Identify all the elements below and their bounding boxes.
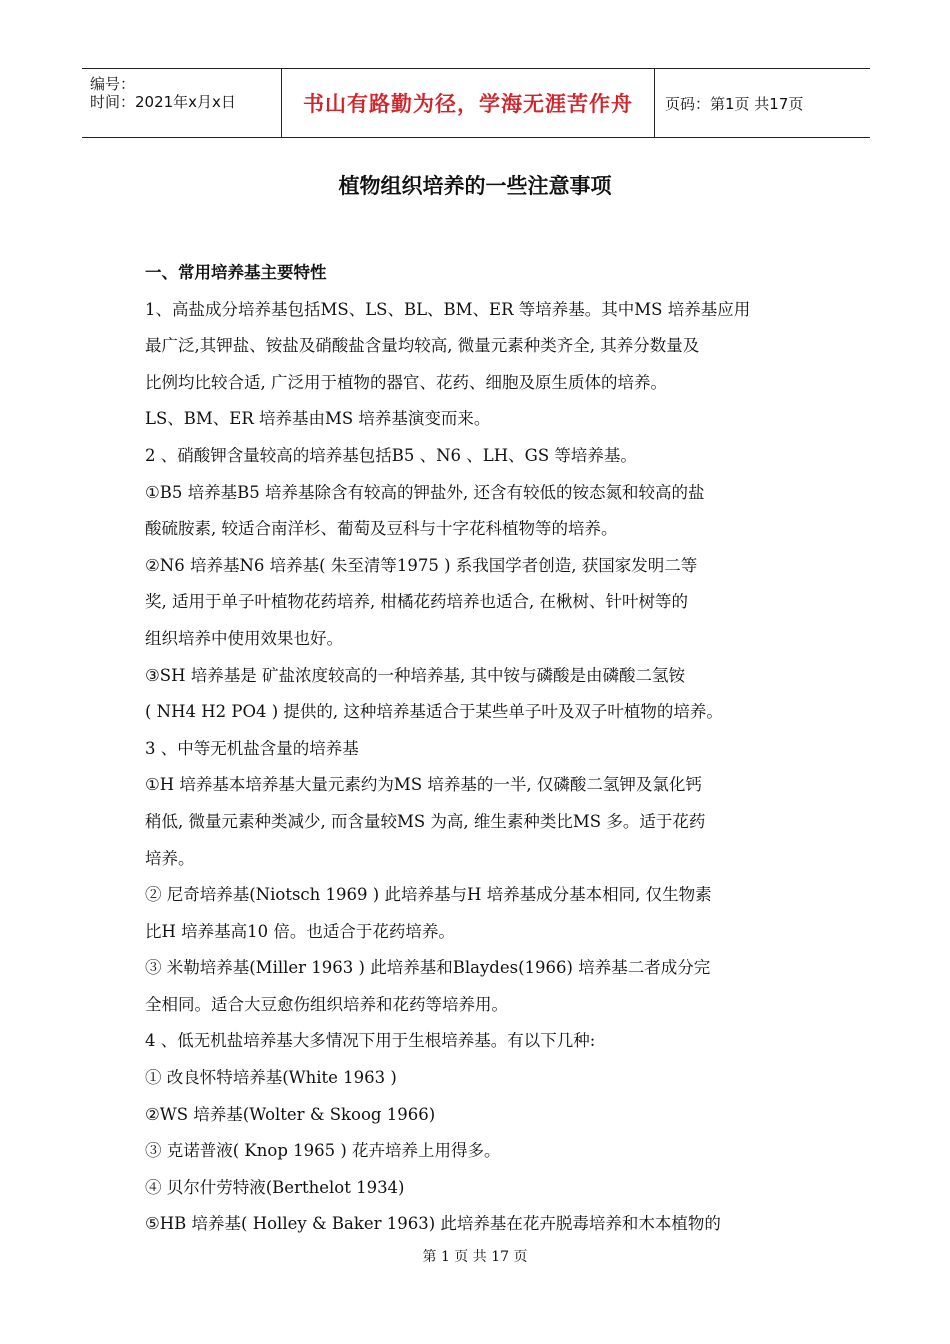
- page-footer: 第 1 页 共 17 页: [422, 1249, 528, 1265]
- text-line: 3 、中等无机盐含量的培养基: [145, 738, 359, 758]
- motto-text: 书山有路勤为径，学海无涯苦作舟: [303, 92, 633, 116]
- text-line: ② 尼奇培养基(Niotsch 1969 ) 此培养基与H 培养基成分基本相同, 仅生物素: [145, 885, 712, 905]
- header-motto-cell: [282, 69, 655, 137]
- text-line: 培养。: [145, 848, 195, 868]
- text-line: ① 改良怀特培养基(White 1963 ): [145, 1068, 397, 1088]
- text-line: ②WS 培养基(Wolter & Skoog 1966): [145, 1104, 436, 1124]
- text-line: LS、BM、ER 培养基由MS 培养基演变而来。: [145, 409, 491, 429]
- text-line: 比例均比较合适, 广泛用于植物的器官、花药、细胞及原生质体的培养。: [145, 372, 667, 392]
- text-line: 2 、硝酸钾含量较高的培养基包括B5 、N6 、LH、GS 等培养基。: [145, 445, 637, 465]
- text-line: 酸硫胺素, 较适合南洋杉、葡萄及豆科与十字花科植物等的培养。: [145, 519, 618, 539]
- text-line: ①H 培养基本培养基大量元素约为MS 培养基的一半, 仅磷酸二氢钾及氯化钙: [145, 775, 702, 795]
- page-info: 页码：第1页 共17页: [665, 94, 804, 113]
- text-line: ③SH 培养基是 矿盐浓度较高的一种培养基, 其中铵与磷酸是由磷酸二氢铵: [145, 665, 685, 685]
- document-body: [145, 255, 825, 1243]
- section-heading: 一、常用培养基主要特性: [145, 263, 327, 282]
- header-page-cell: [655, 69, 870, 137]
- text-line: 全相同。适合大豆愈伤组织培养和花药等培养用。: [145, 994, 508, 1014]
- text-line: ④ 贝尔什劳特液(Berthelot 1934): [145, 1177, 405, 1197]
- text-line: 最广泛,其钾盐、铵盐及硝酸盐含量均较高, 微量元素种类齐全, 其养分数量及: [145, 336, 700, 356]
- text-line: ①B5 培养基B5 培养基除含有较高的钾盐外, 还含有较低的铵态氮和较高的盐: [145, 482, 705, 502]
- text-line: ③ 克诺普液( Knop 1965 ) 花卉培养上用得多。: [145, 1141, 501, 1161]
- text-line: 1、高盐成分培养基包括MS、LS、BL、BM、ER 等培养基。其中MS 培养基应用: [145, 299, 751, 319]
- text-line: ( NH4 H2 PO4 ) 提供的, 这种培养基适合于某些单子叶及双子叶植物的培养。: [145, 702, 723, 722]
- document-header: [82, 68, 870, 138]
- text-line: 稍低, 微量元素种类减少, 而含量较MS 为高, 维生素种类比MS 多。适于花药: [145, 811, 706, 831]
- time-label: 时间：2021年x月x日: [90, 93, 236, 111]
- text-line: ②N6 培养基N6 培养基( 朱至清等1975 ) 系我国学者创造, 获国家发明二等: [145, 555, 698, 575]
- number-label: 编号：: [90, 75, 136, 93]
- header-left-cell: [82, 69, 282, 137]
- text-line: 4 、低无机盐培养基大多情况下用于生根培养基。有以下几种:: [145, 1031, 596, 1051]
- text-line: 比H 培养基高10 倍。也适合于花药培养。: [145, 921, 455, 941]
- text-line: 组织培养中使用效果也好。: [145, 628, 343, 648]
- text-line: 奖, 适用于单子叶植物花药培养, 柑橘花药培养也适合, 在楸树、针叶树等的: [145, 592, 688, 612]
- document-title: 植物组织培养的一些注意事项: [338, 174, 612, 198]
- text-line: ③ 米勒培养基(Miller 1963 ) 此培养基和Blaydes(1966) 培养基二者成分完: [145, 958, 711, 978]
- text-line: ⑤HB 培养基( Holley & Baker 1963) 此培养基在花卉脱毒培养和木本植物的: [145, 1214, 721, 1234]
